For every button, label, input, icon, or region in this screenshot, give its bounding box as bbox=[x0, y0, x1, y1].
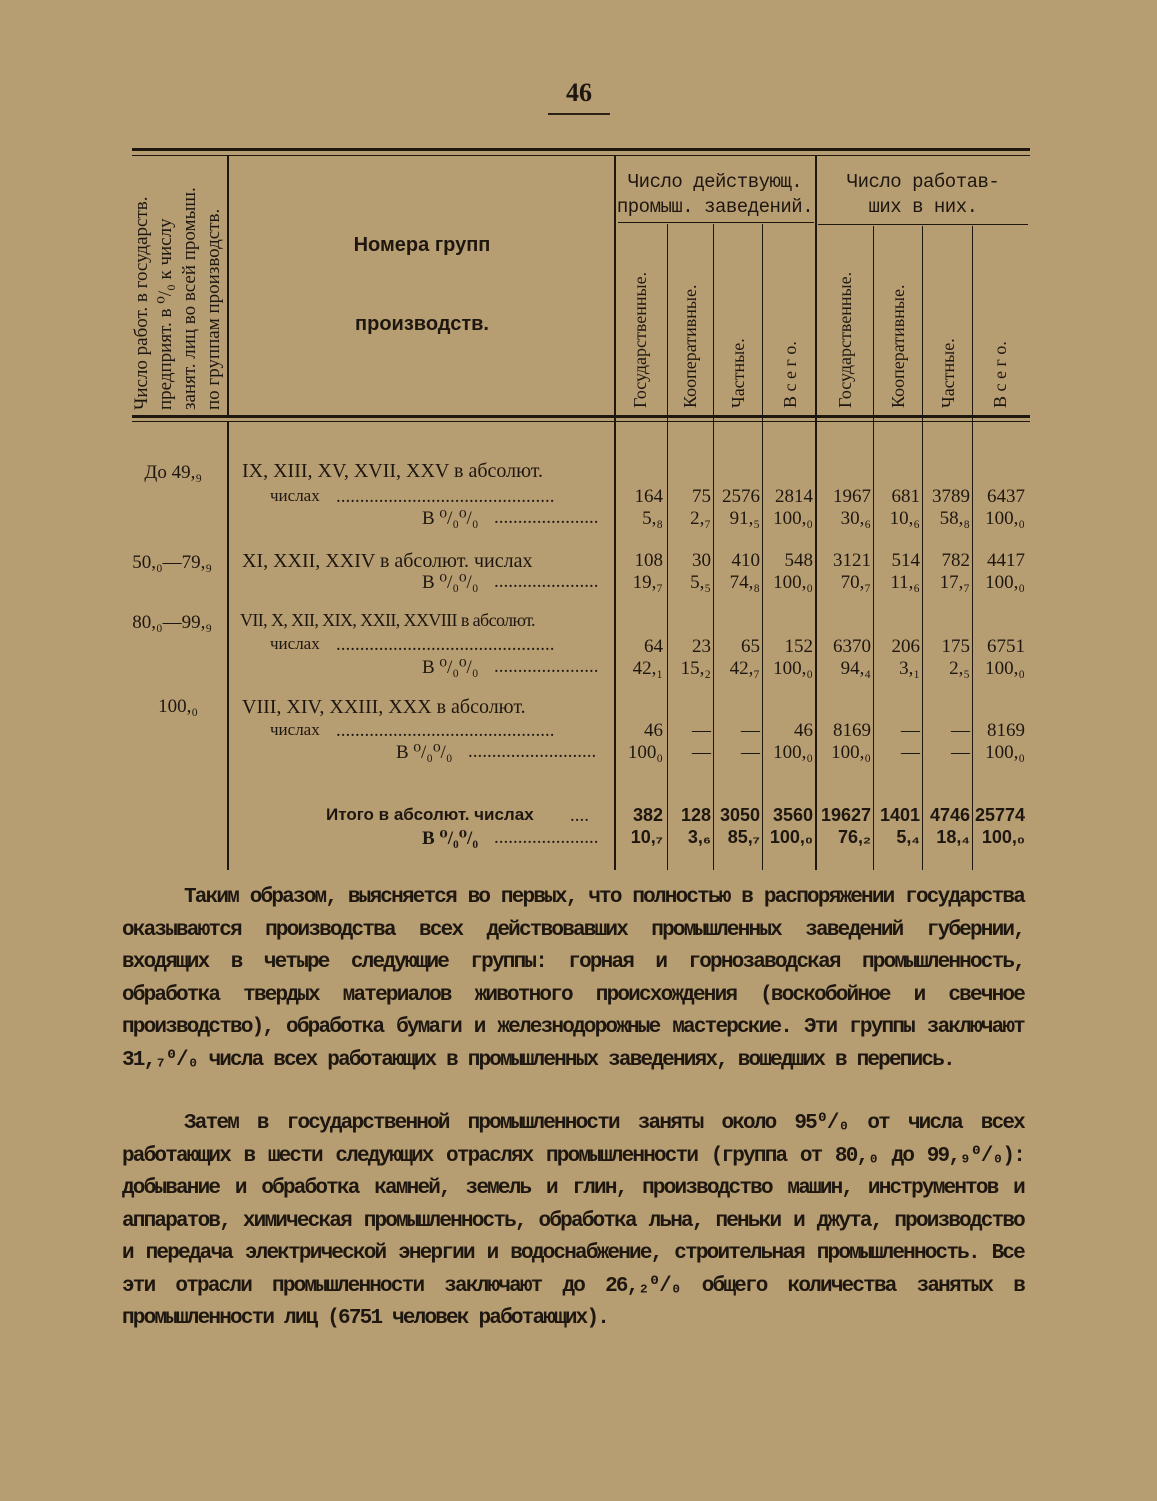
table-cell: 164 bbox=[634, 486, 663, 507]
table-cell: 2814 bbox=[775, 486, 813, 507]
table-cell: 42,₁ bbox=[632, 658, 663, 679]
table-cell: 85,₇ bbox=[727, 827, 760, 847]
table-cell: 30,₆ bbox=[840, 508, 871, 529]
total-label: Итого в абсолют. числах bbox=[326, 805, 534, 824]
col-divider-1 bbox=[227, 155, 229, 417]
table-cell: 18,₄ bbox=[936, 827, 970, 847]
col-divider-3 bbox=[667, 224, 668, 870]
paragraph: Затем в государственной промышленности заняты около 95⁰/₀ от числа всех работающих в шести следующих отраслях промышленности (группа от 80,₀ до 99,₉⁰/₀): добывание и обработка камней, земель и глин, производство машин, инструментов и аппаратов, химическая промышленность, обработка льна, пеньки и джута, производство и передача электрической энергии и водоснабжение, строительная промышленность. Все эти отрасли промышленности заключают до 26,₂⁰/₀ общего количества занятых в промышленности лиц (6751 человек работающих). bbox=[122, 1112, 1024, 1330]
table-cell: 23 bbox=[692, 636, 711, 657]
table-cell: 65 bbox=[741, 636, 760, 657]
table-cell: 100,₀ bbox=[985, 508, 1025, 529]
table-cell: — bbox=[901, 720, 920, 741]
table-cell: 1401 bbox=[879, 805, 920, 825]
table-cell: 70,₇ bbox=[840, 572, 871, 593]
table-cell: — bbox=[901, 742, 920, 763]
table-cell: 100,₀ bbox=[773, 742, 813, 763]
table-cell: 108 bbox=[634, 550, 663, 571]
row-share: 50,₀—79,₉ bbox=[132, 552, 212, 573]
table-cell: 4417 bbox=[987, 550, 1025, 571]
table-cell: 100₀ bbox=[627, 742, 663, 763]
col-divider-8 bbox=[922, 226, 923, 870]
table-cell: 10,₆ bbox=[889, 508, 920, 529]
col-coop-workers: Кооперативные. bbox=[888, 284, 908, 408]
table-cell: 11,₆ bbox=[890, 572, 920, 593]
table-cell: 10,₇ bbox=[630, 827, 663, 847]
table-cell: 58,₈ bbox=[939, 508, 970, 529]
table-cell: 75 bbox=[692, 486, 711, 507]
table-cell: 5,₈ bbox=[642, 508, 663, 529]
leader-dots: .............................................. bbox=[336, 486, 555, 507]
table-cell: 100,₀ bbox=[831, 742, 871, 763]
table-cell: 19,₇ bbox=[632, 572, 663, 593]
row-label: В ⁰/₀⁰/₀ bbox=[422, 508, 479, 529]
table-cell: 100,₀ bbox=[981, 827, 1025, 847]
row-label: числах bbox=[270, 720, 320, 739]
table-cell: 5,₄ bbox=[896, 827, 920, 847]
table-cell: 25774 bbox=[974, 805, 1025, 825]
table-cell: 46 bbox=[794, 720, 813, 741]
page-number: 46 bbox=[566, 78, 592, 107]
table-top-rule-thin bbox=[132, 155, 1030, 156]
table-cell: 6437 bbox=[987, 486, 1025, 507]
table-cell: 175 bbox=[941, 636, 970, 657]
table-cell: 514 bbox=[891, 550, 920, 571]
table-cell: 100,₀ bbox=[773, 572, 813, 593]
table-cell: 410 bbox=[731, 550, 760, 571]
table-cell: 3050 bbox=[719, 805, 760, 825]
table-cell: 64 bbox=[644, 636, 663, 657]
table-cell: 17,₇ bbox=[939, 572, 970, 593]
establishments-header: Число действующ. промыш. заведений. bbox=[616, 171, 814, 218]
table-cell: 4746 bbox=[929, 805, 970, 825]
col-divider-4 bbox=[713, 224, 714, 870]
row-label: IX, XIII, XV, XVII, XXV в абсолют. bbox=[242, 460, 544, 482]
table-cell: 3789 bbox=[932, 486, 970, 507]
leader-dots: .............................................. bbox=[336, 720, 555, 741]
table-cell: 681 bbox=[891, 486, 920, 507]
share-header: Число работ. в государств. предприят. в ⁰/₀ к числу занят. лиц во всей промыш. по группам производств. bbox=[131, 187, 224, 410]
row-label: числах bbox=[270, 486, 320, 505]
col-divider-9 bbox=[972, 226, 973, 870]
table-top-rule bbox=[132, 148, 1030, 151]
table-cell: 6370 bbox=[833, 636, 871, 657]
row-share: 80,₀—99,₉ bbox=[132, 612, 212, 633]
table-cell: 206 bbox=[891, 636, 920, 657]
table-cell: 42,₇ bbox=[729, 658, 760, 679]
row-label: числах bbox=[270, 634, 320, 653]
table-cell: — bbox=[692, 742, 711, 763]
leader-dots: ...................... bbox=[494, 827, 599, 848]
table-cell: — bbox=[692, 720, 711, 741]
leader-dots: .............................................. bbox=[336, 634, 555, 655]
leader-dots: ........................... bbox=[468, 741, 597, 762]
table-cell: — bbox=[951, 742, 970, 763]
table-cell: 3,₁ bbox=[899, 658, 920, 679]
col-total-workers: В с е г о. bbox=[990, 341, 1010, 408]
table-cell: 128 bbox=[680, 805, 711, 825]
leader-dots: ...................... bbox=[494, 571, 599, 592]
row-share: До 49,₉ bbox=[144, 462, 202, 483]
table-cell: 94,₄ bbox=[840, 658, 871, 679]
col-divider-5 bbox=[762, 224, 763, 870]
col-state-workers: Государственные. bbox=[835, 271, 855, 408]
group-title-line-1: Номера групп bbox=[353, 234, 491, 256]
table-cell: 2,₇ bbox=[690, 508, 711, 529]
col-coop-establishments: Кооперативные. bbox=[680, 284, 700, 408]
table-cell: 100,₀ bbox=[773, 508, 813, 529]
table-cell: 2576 bbox=[722, 486, 760, 507]
table-cell: 74,₈ bbox=[729, 572, 760, 593]
table-cell: 8169 bbox=[987, 720, 1025, 741]
col-private-workers: Частные. bbox=[938, 338, 958, 408]
table-cell: 3,₆ bbox=[687, 827, 711, 847]
col-private-establishments: Частные. bbox=[728, 338, 748, 408]
row-label: В ⁰/₀⁰/₀ bbox=[422, 657, 479, 678]
table-cell: 382 bbox=[632, 805, 663, 825]
total-label: В ⁰/₀⁰/₀ bbox=[422, 828, 479, 849]
table-cell: 548 bbox=[784, 550, 813, 571]
table-cell: 15,₂ bbox=[680, 658, 711, 679]
header-bottom-rule-thin bbox=[132, 421, 1030, 422]
leader-dots: ...................... bbox=[494, 507, 599, 528]
col-divider-7 bbox=[873, 226, 874, 870]
subhead-rule-right bbox=[818, 224, 1028, 225]
table-cell: 6751 bbox=[987, 636, 1025, 657]
table-cell: 152 bbox=[784, 636, 813, 657]
row-label: В ⁰/₀⁰/₀ bbox=[422, 572, 479, 593]
col-total-establishments: В с е г о. bbox=[780, 341, 800, 408]
table-cell: — bbox=[951, 720, 970, 741]
table-cell: — bbox=[741, 720, 760, 741]
paragraph: Таким образом, выясняется во первых, что полностью в распоряжении государства оказываются производства всех действовавших промышленных заведений губернии, входящих в четыре следующие группы: горная и горнозаводская промышленность, обработка твердых материалов животного происхождения (воскобойное и свечное производство), обработка бумаги и железнодорожные мастерские. Эти группы заключают 31,₇⁰/₀ числа всех работающих в промышленных заведениях, вошедших в перепись. bbox=[122, 886, 1024, 1072]
table-cell: 5,₅ bbox=[690, 572, 711, 593]
table-cell: — bbox=[741, 742, 760, 763]
col-state-establishments: Государственные. bbox=[630, 271, 650, 408]
table-cell: 100,₀ bbox=[985, 658, 1025, 679]
table-cell: 1967 bbox=[833, 486, 871, 507]
leader-dots: ...................... bbox=[494, 656, 599, 677]
row-label: В ⁰/₀⁰/₀ bbox=[396, 742, 453, 763]
table-cell: 76,₂ bbox=[837, 827, 871, 847]
page-number-underline bbox=[548, 113, 610, 115]
table-cell: 3560 bbox=[772, 805, 813, 825]
leader-dots: .... bbox=[570, 805, 589, 826]
table-cell: 100,₀ bbox=[769, 827, 813, 847]
col-divider-1-body bbox=[227, 422, 229, 870]
workers-header: Число работав- ших в них. bbox=[846, 171, 1000, 218]
table-cell: 91,₅ bbox=[729, 508, 760, 529]
group-title-line-2: производств. bbox=[355, 313, 489, 335]
table-cell: 782 bbox=[941, 550, 970, 571]
table-cell: 100,₀ bbox=[985, 742, 1025, 763]
row-label: VII, X, XII, XIX, XXII, XXVIII в абсолют. bbox=[240, 610, 535, 630]
table-cell: 100,₀ bbox=[985, 572, 1025, 593]
row-label: VIII, XIV, XXIII, XXX в абсолют. bbox=[242, 696, 526, 718]
table-cell: 3121 bbox=[833, 550, 871, 571]
table-cell: 100,₀ bbox=[773, 658, 813, 679]
row-label: XI, XXII, XXIV в абсолют. числах bbox=[242, 550, 533, 572]
subhead-rule-left bbox=[618, 222, 814, 223]
table-cell: 8169 bbox=[833, 720, 871, 741]
table-cell: 30 bbox=[692, 550, 711, 571]
table-cell: 19627 bbox=[820, 805, 871, 825]
table-cell: 46 bbox=[644, 720, 663, 741]
row-share: 100,₀ bbox=[158, 696, 198, 717]
header-bottom-rule bbox=[132, 415, 1030, 418]
table-cell: 2,₅ bbox=[949, 658, 970, 679]
